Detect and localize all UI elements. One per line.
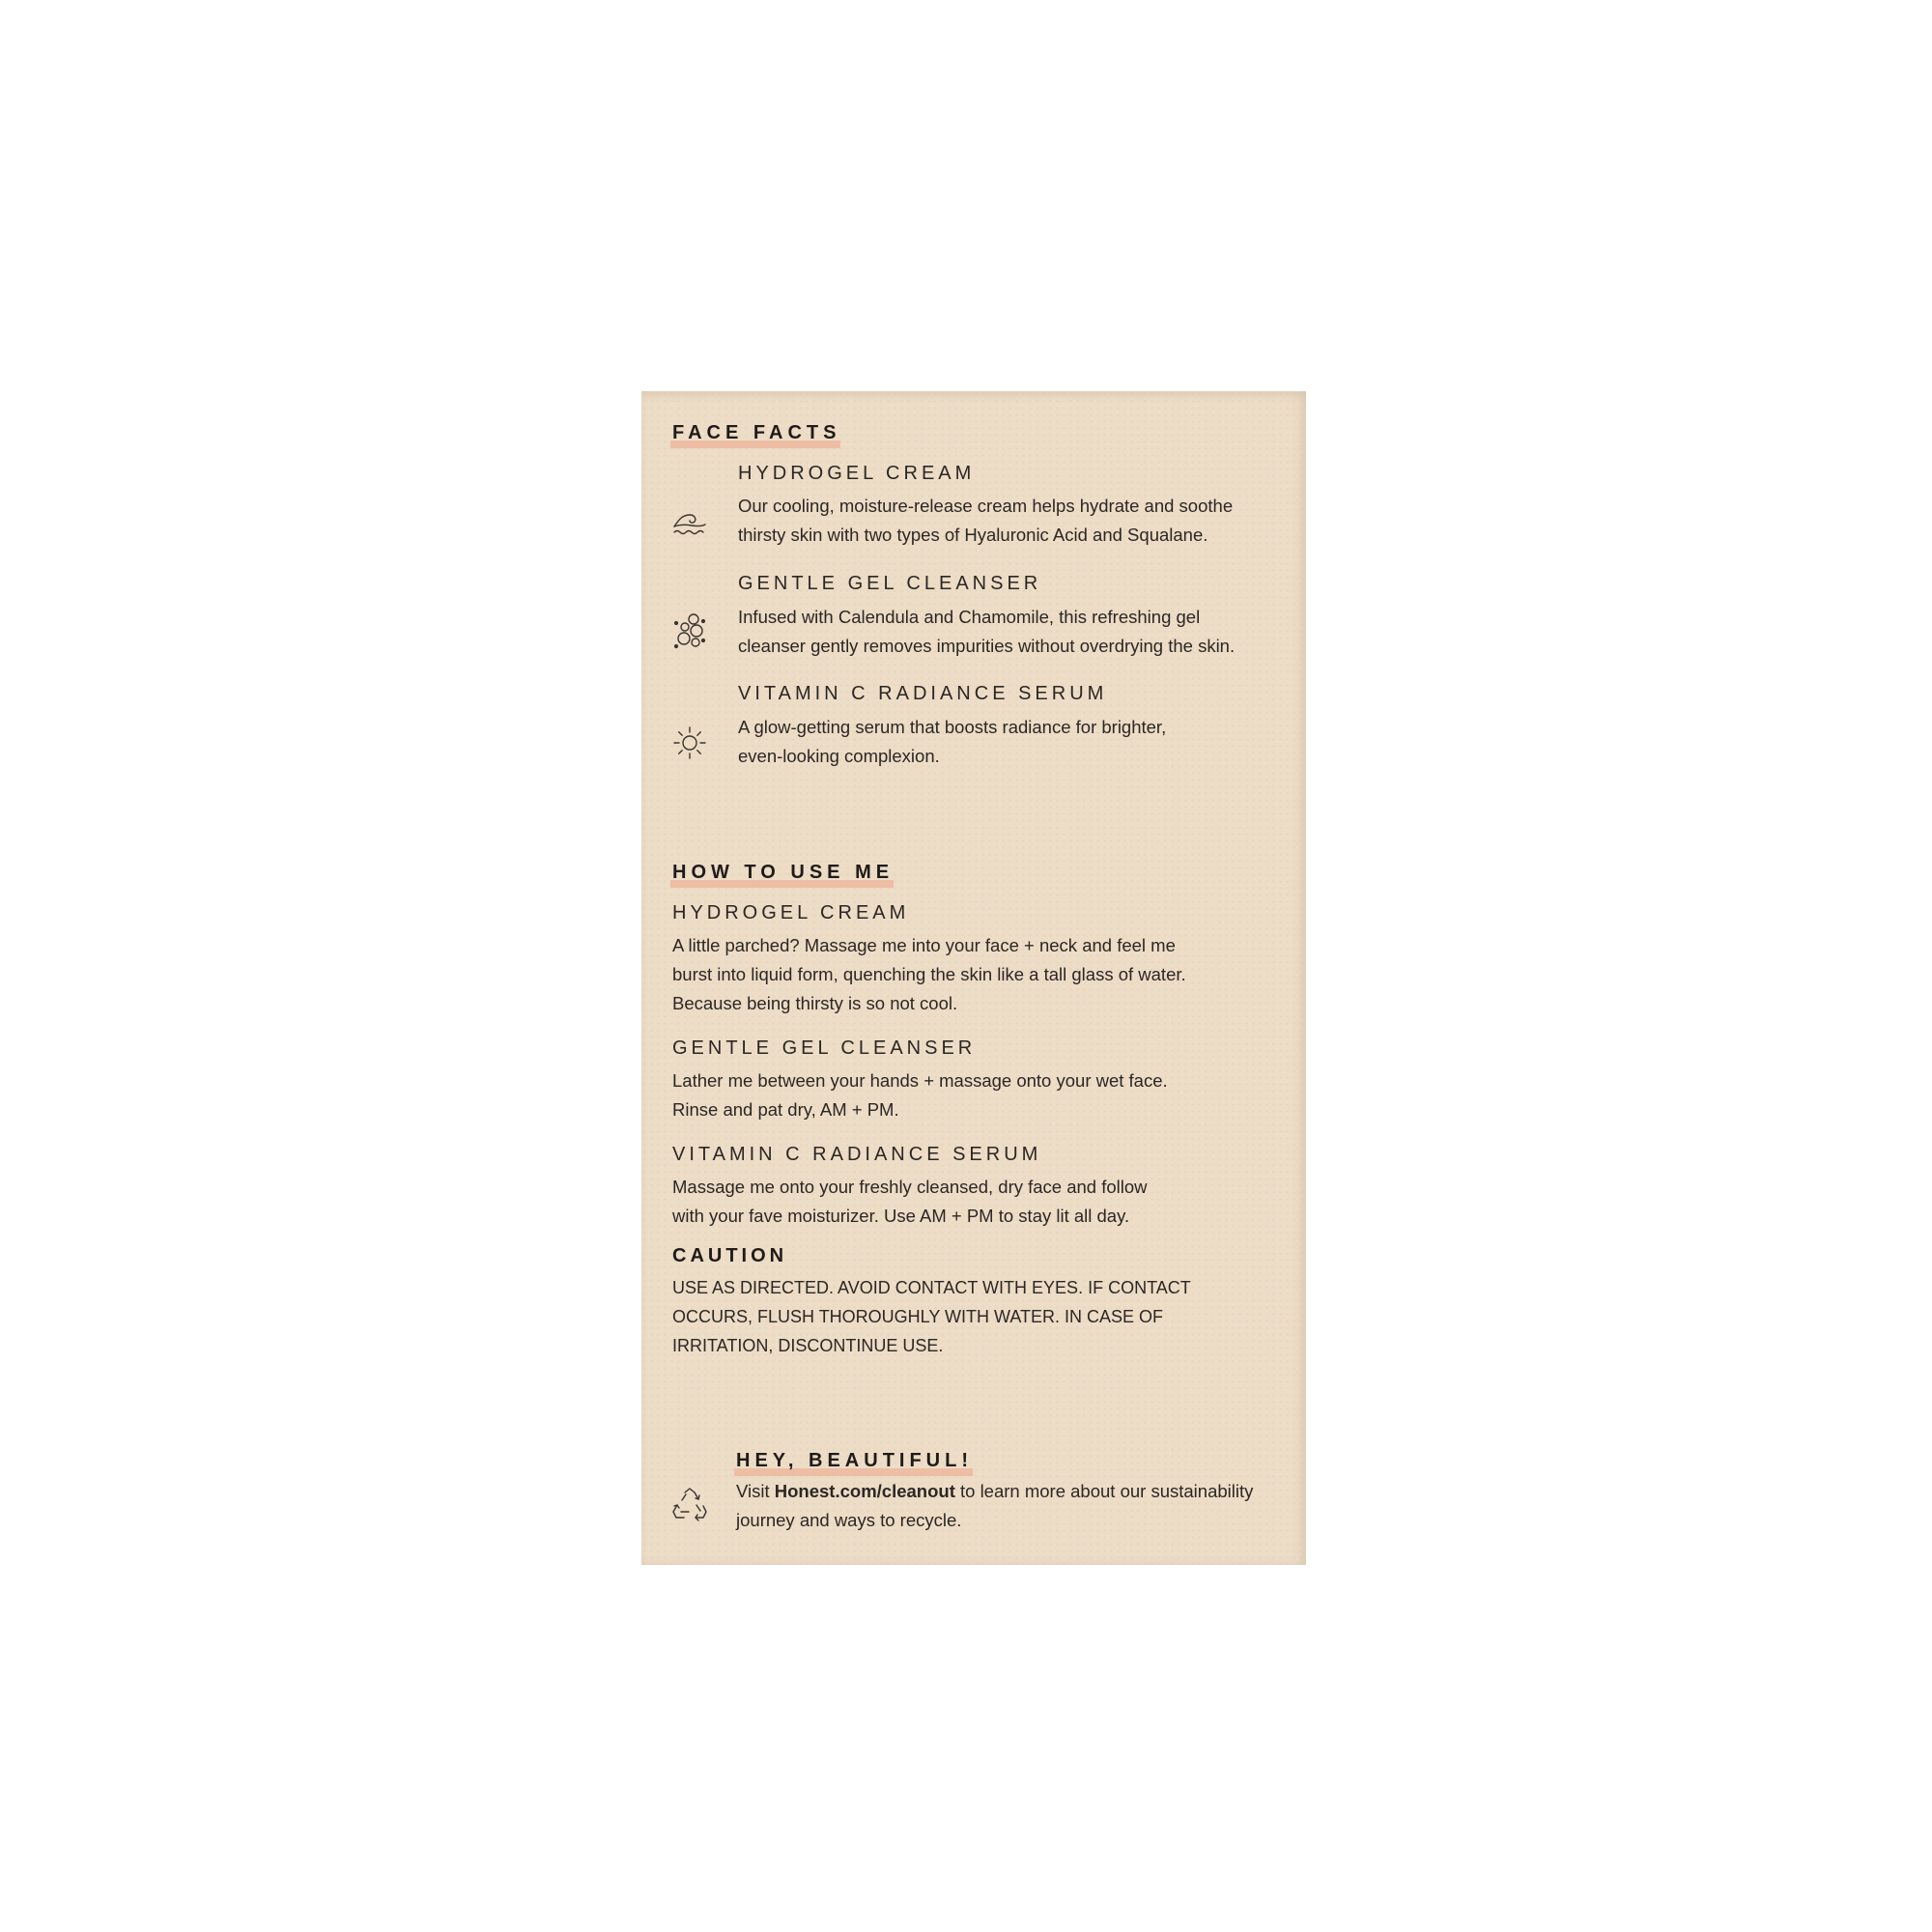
face-facts-cleanser-text [738, 603, 1289, 661]
text-line: USE AS DIRECTED. AVOID CONTACT WITH EYES. IF CONTACT [672, 1278, 1191, 1297]
text-line: Because being thirsty is so not cool. [672, 993, 958, 1013]
text-line: IRRITATION, DISCONTINUE USE. [672, 1336, 944, 1355]
text-line: even-looking complexion. [738, 746, 940, 766]
face-facts-heading: FACE FACTS [672, 422, 841, 443]
face-facts-heading-wrap [672, 422, 840, 444]
bubbles-icon [668, 610, 711, 652]
how-to-use-serum-text [672, 1173, 1271, 1231]
text-line: Lather me between your hands + massage onto your wet face. [672, 1070, 1168, 1091]
footer-suffix: to learn more about our sustainability [954, 1481, 1254, 1501]
how-to-use-hydrogel-title: HYDROGEL CREAM [672, 902, 910, 923]
footer-line-2: journey and ways to recycle. [736, 1510, 962, 1530]
text-line: Rinse and pat dry, AM + PM. [672, 1099, 899, 1120]
footer-text [736, 1477, 1296, 1535]
face-facts-serum-title: VITAMIN C RADIANCE SERUM [738, 683, 1108, 704]
sun-icon [668, 722, 711, 764]
face-facts-serum-text [738, 713, 1289, 771]
text-line: A little parched? Massage me into your face + neck and feel me [672, 935, 1176, 955]
how-to-use-serum-title: VITAMIN C RADIANCE SERUM [672, 1144, 1042, 1165]
text-line: A glow-getting serum that boosts radiance for brighter, [738, 717, 1167, 737]
text-line: Infused with Calendula and Chamomile, this refreshing gel [738, 607, 1201, 627]
footer-line-1 [736, 1477, 1296, 1506]
text-line: cleanser gently removes impurities without overdrying the skin. [738, 636, 1236, 656]
text-line: Massage me onto your freshly cleansed, dry face and follow [672, 1177, 1148, 1197]
text-line: thirsty skin with two types of Hyaluronic Acid and Squalane. [738, 525, 1208, 545]
text-line: burst into liquid form, quenching the skin like a tall glass of water. [672, 964, 1186, 984]
how-to-use-hydrogel-text [672, 931, 1271, 1018]
hey-beautiful-heading: HEY, BEAUTIFUL! [736, 1450, 973, 1471]
caution-title: CAUTION [672, 1245, 788, 1266]
text-line: with your fave moisturizer. Use AM + PM to stay lit all day. [672, 1206, 1130, 1226]
wave-icon [668, 503, 711, 546]
how-to-use-cleanser-title: GENTLE GEL CLEANSER [672, 1037, 977, 1059]
text-line: OCCURS, FLUSH THOROUGHLY WITH WATER. IN CASE OF [672, 1307, 1164, 1326]
footer-prefix: Visit [736, 1481, 775, 1501]
how-to-use-cleanser-text [672, 1066, 1271, 1124]
caution-text [672, 1273, 1271, 1360]
how-to-use-heading-wrap [672, 862, 894, 884]
recycle-icon [668, 1485, 711, 1527]
hey-beautiful-heading-wrap [736, 1450, 973, 1472]
face-facts-hydrogel-text [738, 492, 1289, 550]
product-box-back-panel [641, 391, 1306, 1565]
face-facts-hydrogel-title: HYDROGEL CREAM [738, 463, 976, 484]
cleanout-link[interactable]: Honest.com/cleanout [774, 1481, 955, 1501]
text-line: Our cooling, moisture-release cream helps hydrate and soothe [738, 496, 1234, 516]
how-to-use-heading: HOW TO USE ME [672, 862, 895, 883]
face-facts-cleanser-title: GENTLE GEL CLEANSER [738, 573, 1042, 594]
